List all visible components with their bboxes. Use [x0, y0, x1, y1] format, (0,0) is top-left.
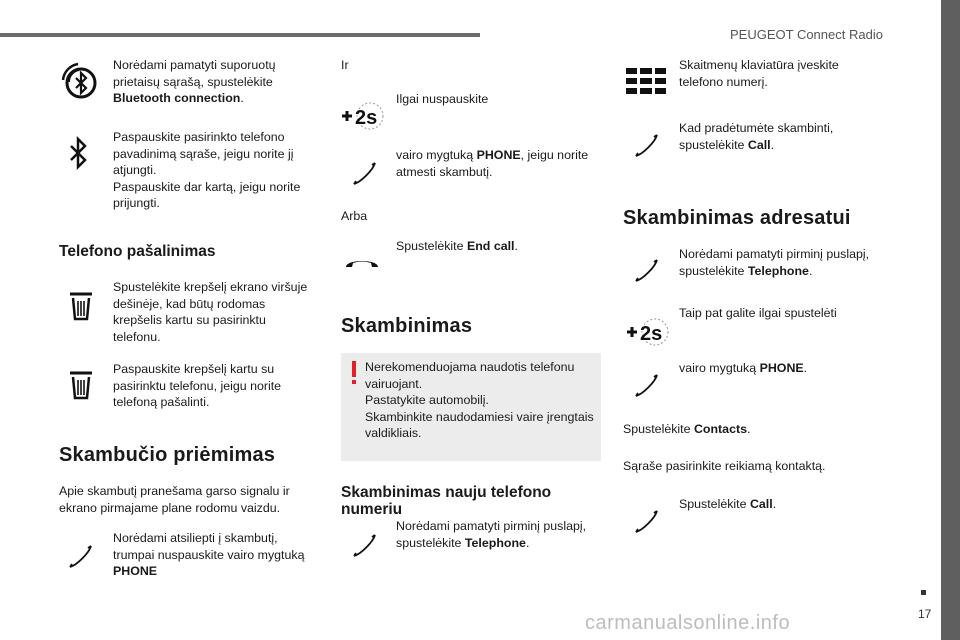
call-label: Call — [747, 137, 771, 152]
warning-line-3: Skambinkite naudodamiesi vaire įrengtais valdikliais. — [365, 409, 594, 440]
hold-2s-icon — [340, 100, 384, 132]
new-pre: Norėdami pamatyti pirminį puslapį, spustelėkite — [396, 519, 587, 550]
end-pre: Spustelėkite — [396, 239, 464, 253]
call-post: . — [772, 497, 777, 511]
bt-connection-label: Bluetooth connection — [113, 91, 241, 105]
new-number-instruction — [396, 518, 596, 551]
or-else-label: Arba — [341, 209, 368, 223]
warning-exclamation-icon — [351, 361, 357, 385]
heading-receive-call: Skambučio priėmimas — [59, 444, 276, 466]
bluetooth-settings-icon — [58, 58, 104, 104]
telephone-label: Telephone — [464, 535, 526, 550]
heading-calling: Skambinimas — [341, 315, 473, 337]
warning-line-2: Pastatykite automobilį. — [365, 393, 489, 407]
trash-show-text: Spustelėkite krepšelį ekrano viršuje dešinėje, kad būtų rodomas krepšelis kartu su pasirinktu telefonu. — [113, 280, 308, 344]
hold-text: Ilgai nuspauskite — [396, 92, 489, 106]
contacts-post: . — [746, 422, 751, 436]
main-pre: Norėdami pamatyti pirminį puslapį, spustelėkite — [679, 247, 870, 278]
start-call-instruction — [679, 120, 879, 153]
end-post: . — [514, 239, 518, 253]
hang-up-icon — [344, 256, 380, 270]
trash-icon — [68, 370, 94, 400]
trash-icon — [68, 291, 94, 321]
bt-instruction — [113, 57, 308, 107]
phone-handset-icon — [633, 132, 661, 160]
pick-contact-text: Sąraše pasirinkite reikiamą kontaktą. — [623, 459, 826, 473]
end-call-label: End call — [466, 239, 515, 253]
bluetooth-icon — [68, 136, 90, 170]
hold-2s-icon — [625, 316, 669, 348]
contacts-instruction — [623, 421, 750, 438]
heading-new-number: Skambinimas nauju telefono numeriu — [341, 484, 552, 518]
new-post: . — [525, 535, 530, 550]
reject-phone-label: PHONE — [476, 148, 521, 162]
select-phone-text: Paspauskite pasirinkto telefono pavadinimą sąraše, jeigu norite jį atjungti. — [113, 130, 294, 177]
bt-instruction-end: . — [240, 91, 244, 105]
final-call-instruction — [679, 496, 776, 513]
phone-handset-icon — [633, 257, 661, 285]
reject-post: , jeigu norite atmesti skambutį. — [396, 148, 589, 179]
call-pre: Spustelėkite — [679, 497, 747, 511]
header-title: PEUGEOT Connect Radio — [730, 27, 883, 42]
start-pre: Kad pradėtumėte skambinti, spustelėkite — [679, 121, 834, 152]
page-edge-bar — [941, 0, 960, 640]
heading-call-contact: Skambinimas adresatui — [623, 207, 851, 229]
bt-instruction-text: Norėdami pamatyti suporuotų prietaisų sąrašą, spustelėkite — [113, 58, 276, 89]
telephone-label: Telephone — [747, 263, 809, 278]
answer-instruction — [113, 530, 308, 580]
trash-remove-text: Paspauskite krepšelį kartu su pasirinktu telefonu, jeigu norite telefoną pašalinti. — [113, 362, 282, 409]
contact-main-instruction — [679, 246, 889, 279]
wheel-post: . — [803, 361, 808, 375]
svg-text:2s: 2s — [640, 323, 663, 345]
or-label: Ir — [341, 58, 349, 72]
select-phone-instruction — [113, 129, 308, 212]
answer-text: Norėdami atsiliepti į skambutį, trumpai nuspauskite vairo mygtuką — [113, 531, 305, 562]
header-rule — [0, 33, 480, 37]
page-marker — [921, 590, 926, 595]
main-post: . — [808, 263, 813, 278]
hold-alt-text: Taip pat galite ilgai spustelėti — [679, 306, 837, 320]
reconnect-text: Paspauskite dar kartą, jeigu norite prijungti. — [113, 179, 301, 210]
watermark: carmanualsonline.info — [585, 612, 791, 634]
reject-instruction — [396, 147, 596, 180]
heading-remove-phone: Telefono pašalinimas — [59, 243, 216, 260]
phone-button-label: PHONE — [759, 361, 804, 375]
phone-handset-icon — [633, 372, 661, 400]
warning-text — [365, 359, 597, 442]
page-number: 17 — [918, 607, 932, 621]
phone-button-label: PHONE — [113, 564, 158, 578]
phone-handset-icon — [633, 508, 661, 536]
call-label: Call — [749, 497, 773, 511]
contacts-label: Contacts — [693, 422, 747, 436]
phone-handset-icon — [351, 160, 379, 188]
end-call-instruction — [396, 238, 518, 255]
warning-panel — [341, 353, 601, 461]
warning-line-1: Nerekomenduojama naudotis telefonu vairuojant. — [365, 360, 575, 391]
wheel-button-instruction — [679, 360, 807, 377]
phone-handset-icon — [67, 543, 95, 571]
keypad-icon — [626, 68, 666, 94]
wheel-pre: vairo mygtuką — [679, 361, 757, 375]
keypad-text: Skaitmenų klaviatūra įveskite telefono numerį. — [679, 58, 839, 89]
receive-intro: Apie skambutį pranešama garso signalu ir ekrano pirmajame plane rodomu vaizdu. — [59, 484, 290, 515]
svg-text:2s: 2s — [355, 107, 378, 129]
reject-pre: vairo mygtuką — [396, 148, 474, 162]
contacts-pre: Spustelėkite — [623, 422, 691, 436]
phone-handset-icon — [351, 532, 379, 560]
start-post: . — [770, 137, 775, 152]
